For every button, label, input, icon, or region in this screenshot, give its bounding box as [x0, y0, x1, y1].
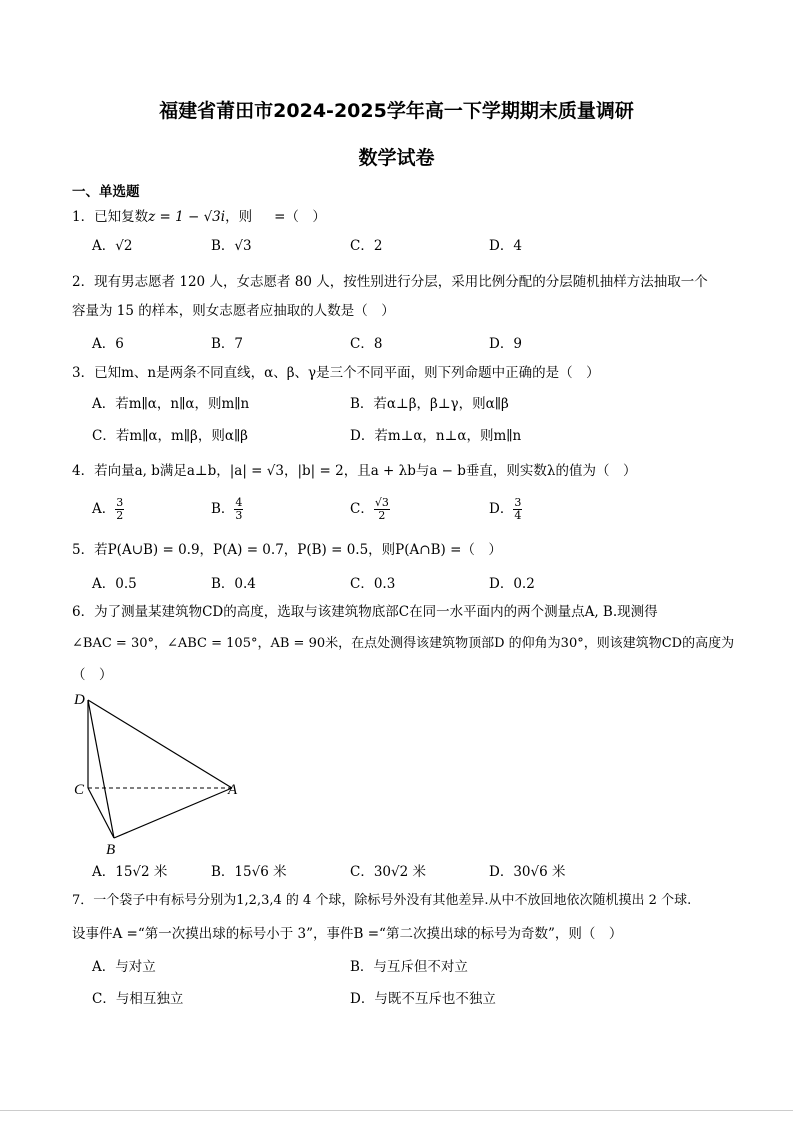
q2-option-b: B．7: [211, 336, 244, 352]
q4-option-a-fraction: [115, 497, 124, 522]
q6-option-d: D．30√6 米: [489, 864, 566, 880]
q1-option-c: C．2: [350, 238, 383, 254]
label-c: C: [74, 782, 85, 798]
q4-option-d: [489, 497, 522, 522]
q7-option-c: C．与相互独立: [92, 991, 184, 1007]
q1-option-d: D．4: [489, 238, 522, 254]
q7-option-b: B．与互斥但不对立: [350, 959, 468, 975]
q2-option-d: D．9: [489, 336, 522, 352]
question-6-line-1: 6．为了测量某建筑物CD的高度，选取与该建筑物底部C在同一水平面内的两个测量点A, B.现测得: [72, 604, 658, 620]
question-4-line-1: 4．若向量a, b满足a⊥b，|a| = √3，|b| = 2，且a + λb与a − b垂直，则实数λ的值为（ ）: [72, 463, 637, 479]
q3-option-a: A．若m∥α，n∥α，则m∥n: [92, 396, 250, 412]
q3-option-c: C．若m∥α，m∥β，则α∥β: [92, 428, 248, 444]
question-6-line-3: （ ）: [72, 667, 113, 683]
exam-title: 福建省莆田市2024-2025学年高一下学期期末质量调研: [159, 100, 634, 122]
question-7-line-1: 7．一个袋子中有标号分别为1,2,3,4 的 4 个球，除标号外没有其他差异.从中不放回地依次随机摸出 2 个球.: [72, 893, 692, 908]
q5-option-d: D．0.2: [489, 576, 535, 592]
q5-option-b: B．0.4: [211, 576, 256, 592]
q4-option-a-den: 2: [116, 509, 124, 522]
q6-option-a: A．15√2 米: [92, 864, 168, 880]
q2-option-a: A．6: [92, 336, 124, 352]
q6-option-c: C．30√2 米: [350, 864, 426, 880]
q4-option-d-fraction: [513, 497, 522, 522]
q4-option-d-den: 4: [514, 509, 522, 522]
question-1-text-c: =（ ）: [274, 209, 326, 225]
question-3-line-1: 3．已知m、n是两条不同直线，α、β、γ是三个不同平面，则下列命题中正确的是（ ）: [72, 365, 600, 381]
geometry-figure: [66, 686, 256, 858]
label-b: B: [106, 842, 116, 858]
exam-subtitle: 数学试卷: [358, 147, 435, 169]
q2-option-c: C．8: [350, 336, 383, 352]
q4-option-b: [211, 497, 243, 522]
q7-option-d: D．与既不互斥也不独立: [350, 991, 496, 1007]
edge-ba: [114, 788, 232, 838]
question-7-line-2: 设事件A =“第一次摸出球的标号小于 3”，事件B =“第二次摸出球的标号为奇数”，则（ ）: [72, 926, 623, 942]
label-d: D: [74, 692, 85, 708]
q3-option-b: B．若α⊥β，β⊥γ，则α∥β: [350, 396, 509, 412]
q4-option-a-label: A．: [92, 501, 116, 517]
q4-option-b-den: 3: [235, 509, 243, 522]
q4-option-b-num: 4: [235, 496, 243, 509]
q6-option-b: B．15√6 米: [211, 864, 287, 880]
question-2-line-2: 容量为 15 的样本，则女志愿者应抽取的人数是（ ）: [72, 303, 395, 319]
q4-option-a: [92, 497, 124, 522]
edge-cb: [88, 788, 114, 838]
q1-option-a: A．√2: [92, 238, 133, 254]
q5-option-a: A．0.5: [92, 576, 137, 592]
question-5-line-1: 5．若P(A∪B) = 0.9，P(A) = 0.7，P(B) = 0.5，则P(A∩B) =（ ）: [72, 542, 502, 558]
q4-option-c-den: 2: [378, 509, 386, 522]
label-a: A: [228, 782, 238, 798]
q4-option-d-num: 3: [514, 496, 522, 509]
section-heading: 一、单选题: [72, 184, 140, 200]
q4-option-b-label: B．: [211, 501, 235, 517]
q3-option-d: D．若m⊥α，n⊥α，则m∥n: [350, 428, 522, 444]
q5-option-c: C．0.3: [350, 576, 396, 592]
edge-db: [88, 700, 114, 838]
question-1-expr: z = 1 − √3i: [148, 209, 226, 225]
question-1-text-b: ，则: [225, 209, 253, 225]
q4-option-c-label: C．: [350, 501, 374, 517]
q1-option-b: B．√3: [211, 238, 252, 254]
q7-option-a: A．与对立: [92, 959, 156, 975]
edge-da: [88, 700, 232, 788]
q4-option-c-fraction: [374, 497, 390, 522]
q4-option-d-label: D．: [489, 501, 514, 517]
q4-option-b-fraction: [234, 497, 243, 522]
page-bottom-rule: [0, 1110, 793, 1111]
q4-option-c: [350, 497, 390, 522]
question-6-line-2: ∠BAC = 30°，∠ABC = 105°，AB = 90米，在点处测得该建筑物顶部D 的仰角为30°，则该建筑物CD的高度为: [72, 636, 735, 651]
q4-option-a-num: 3: [116, 496, 124, 509]
q4-option-c-num: √3: [374, 496, 389, 509]
question-1: [72, 205, 326, 225]
question-2-line-1: 2．现有男志愿者 120 人，女志愿者 80 人，按性别进行分层，采用比例分配的分层随机抽样方法抽取一个: [72, 274, 708, 290]
question-1-text-a: 1．已知复数: [72, 209, 149, 225]
